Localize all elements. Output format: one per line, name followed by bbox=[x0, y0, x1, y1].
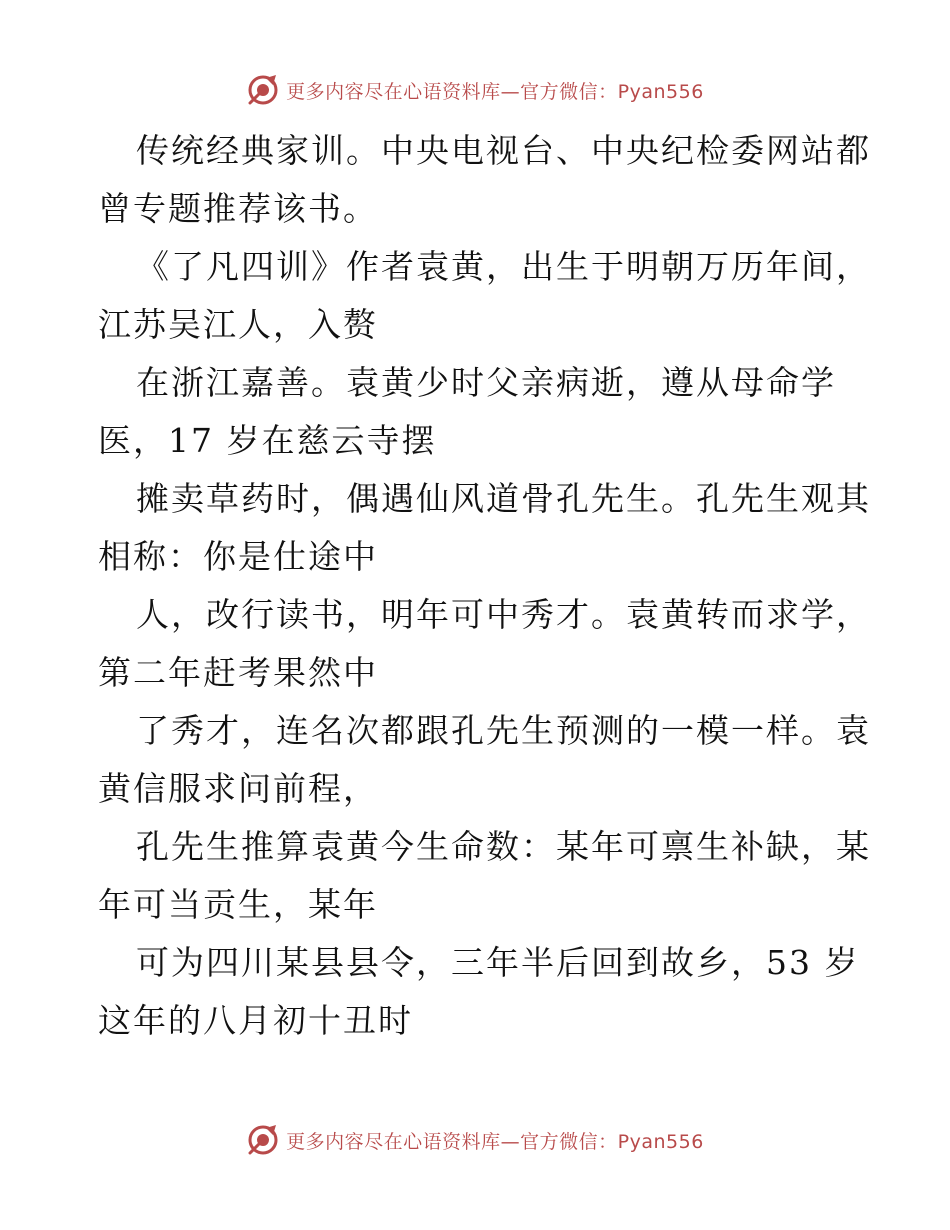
body-line: 医，17 岁在慈云寺摆 bbox=[98, 421, 437, 460]
body-line: 这年的八月初十丑时 bbox=[98, 1001, 413, 1040]
watermark-text: 更多内容尽在心语资料库—官方微信：Pyan556 bbox=[286, 80, 704, 103]
body-line: 江苏吴江人，入赘 bbox=[98, 305, 378, 344]
body-line: 曾专题推荐该书。 bbox=[98, 189, 378, 228]
body-line: 传统经典家训。中央电视台、中央纪检委网站都 bbox=[136, 131, 871, 170]
body-line: 摊卖草药时，偶遇仙风道骨孔先生。孔先生观其 bbox=[136, 479, 871, 518]
body-line: 第二年赶考果然中 bbox=[98, 653, 378, 692]
body-line: 相称：你是仕途中 bbox=[98, 537, 378, 576]
document-body bbox=[98, 122, 871, 1050]
pen-logo-icon bbox=[246, 1123, 280, 1157]
body-line: 人，改行读书，明年可中秀才。袁黄转而求学， bbox=[136, 595, 871, 634]
body-line: 黄信服求问前程， bbox=[98, 769, 378, 808]
watermark-text: 更多内容尽在心语资料库—官方微信：Pyan556 bbox=[286, 1130, 704, 1153]
body-line: 《了凡四训》作者袁黄，出生于明朝万历年间， bbox=[136, 247, 871, 286]
body-line: 孔先生推算袁黄今生命数：某年可禀生补缺，某 bbox=[136, 827, 871, 866]
header-watermark bbox=[0, 70, 950, 110]
body-line: 可为四川某县县令，三年半后回到故乡，53 岁 bbox=[136, 943, 860, 982]
body-line: 年可当贡生，某年 bbox=[98, 885, 378, 924]
body-line: 了秀才，连名次都跟孔先生预测的一模一样。袁 bbox=[136, 711, 871, 750]
footer-watermark bbox=[0, 1120, 950, 1160]
body-line: 在浙江嘉善。袁黄少时父亲病逝，遵从母命学 bbox=[136, 363, 836, 402]
pen-logo-icon bbox=[246, 73, 280, 107]
